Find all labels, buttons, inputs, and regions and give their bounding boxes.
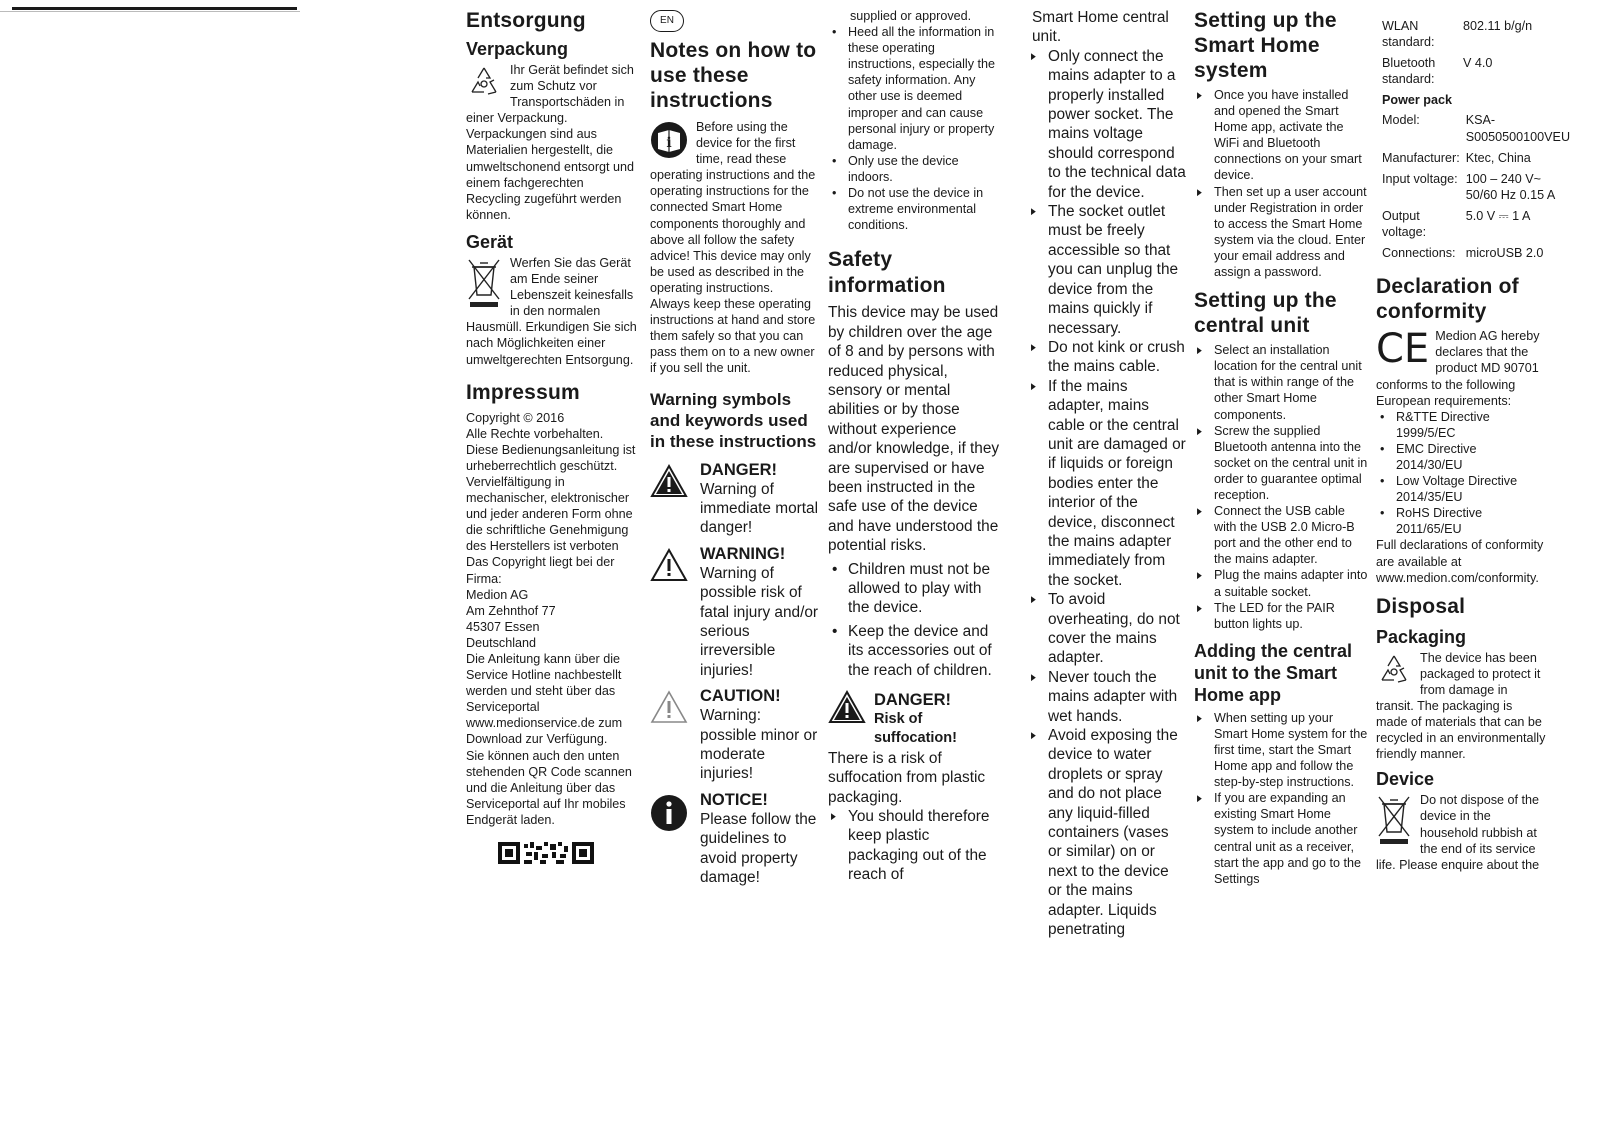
ce-mark: CE <box>1376 326 1430 373</box>
warning-text: Warning of immediate mortal danger! <box>700 480 819 537</box>
spec-key: Input voltage: <box>1382 171 1458 186</box>
safety-text: This device may be used by children over the age of 8 and by persons with reduced physical, sensory or mental abilities or by those without experience and/or knowledge, if they are supervised or have been instructed in the safe use of the device and have understood the potential risks. <box>828 304 1000 555</box>
warning-text: Warning of possible risk of fatal injury and/or serious irreversible injuries! <box>700 564 819 679</box>
list-item: ▶ Connect the USB cable with the USB 2.0 Micro-B port and the other end to the mains adapter. <box>1194 503 1370 567</box>
spec-value: microUSB 2.0 <box>1465 246 1544 261</box>
spec-key: Output voltage: <box>1382 208 1427 240</box>
list-item: ▶ Do not kink or crush the mains cable. <box>1028 338 1186 377</box>
warning-danger <box>650 460 820 538</box>
table-row <box>1382 55 1532 92</box>
list-item: • Low Voltage Directive 2014/35/EU <box>1376 473 1546 505</box>
qr-code[interactable] <box>498 842 638 864</box>
danger-icon <box>828 690 866 729</box>
warning-notice <box>650 790 820 888</box>
text-continuation: Smart Home central unit. <box>1032 9 1169 46</box>
spec-table-wireless <box>1382 18 1532 92</box>
list-item: ▶ The socket outlet must be freely accessible so that you can unplug the device from the mains quickly if necessary. <box>1028 202 1186 338</box>
warning-title: WARNING! <box>700 544 786 563</box>
spec-key: Manufacturer: <box>1382 150 1460 165</box>
list-item: ▶ Never touch the mains adapter with wet hands. <box>1028 668 1186 726</box>
warning-caution <box>650 686 820 784</box>
conformity-text: Medion AG hereby declares that the product MD 90701 conforms to the following European requirements: <box>1376 329 1540 408</box>
impressum-block <box>466 410 638 828</box>
crossed-bin-icon <box>1376 794 1412 850</box>
text-continuation: supplied or approved. <box>850 9 972 23</box>
column-specs <box>1376 8 1571 872</box>
warning-title: NOTICE! <box>700 790 768 809</box>
list-item: ▶ If you are expanding an existing Smart Home system to include another central unit as a receiver, start the app and go to the Settings <box>1194 790 1370 887</box>
impressum-line: Deutschland <box>466 635 537 650</box>
warning-icon <box>650 544 690 680</box>
heading-adding-central: Adding the central unit to the Smart Home app <box>1194 640 1353 705</box>
spec-value: 5.0 V ⎓ 1 A <box>1465 208 1531 223</box>
heading-packaging: Packaging <box>1376 626 1467 647</box>
impressum-line: Vervielfältigung in mechanischer, elektronischer und jeder anderen Form ohne die schriftliche Genehmigung des Herstellers ist verboten <box>466 474 633 554</box>
list-item: • Keep the device and its accessories out of the reach of children. <box>828 622 1000 680</box>
impressum-line: Am Zehnthof 77 <box>466 603 556 618</box>
warning-warning <box>650 544 820 680</box>
table-row <box>1382 171 1570 208</box>
heading-disposal: Disposal <box>1376 594 1466 618</box>
verpackung-text: Ihr Gerät befindet sich zum Schutz vor Transportschäden in einer Verpackung. Verpackungen sind aus Materialien hergestellt, die umweltschonend entsorgt und einem fachgerechten Recycling zugeführt werden können. <box>466 63 635 222</box>
list-item: ▶ The LED for the PAIR button lights up. <box>1194 600 1370 632</box>
spec-key: Connections: <box>1382 246 1456 261</box>
svg-text:i: i <box>666 135 672 151</box>
list-item: ▶ Select an installation location for the central unit that is within range of the other Smart Home components. <box>1194 342 1370 422</box>
spec-value: Ktec, China <box>1465 150 1531 165</box>
danger-subtitle: Risk of suffocation! <box>874 711 957 747</box>
danger-text: There is a risk of suffocation from plastic packaging. <box>828 749 986 806</box>
impressum-line: 45307 Essen <box>466 619 540 634</box>
column-safety <box>828 8 1000 884</box>
device-text: Do not dispose of the device in the household rubbish at the end of its service life. Please enquire about the <box>1376 793 1540 872</box>
spec-value: V 4.0 <box>1463 56 1493 71</box>
info-icon <box>650 790 690 888</box>
warning-title: CAUTION! <box>700 687 781 706</box>
usage-list <box>828 24 1000 233</box>
warning-title: DANGER! <box>700 460 777 479</box>
packaging-text: The device has been packaged to protect it from damage in transit. The packaging is made of materials that can be recycled in an environmentally friendly manner. <box>1376 650 1546 762</box>
danger-title: DANGER! <box>874 691 951 710</box>
impressum-line: Medion AG <box>466 587 529 602</box>
impressum-line: Diese Bedienungsanleitung ist urheberrechtlich geschützt. <box>466 442 636 473</box>
danger-list <box>828 807 1000 885</box>
list-item: ▶ To avoid overheating, do not cover the mains adapter. <box>1028 590 1186 668</box>
heading-device: Device <box>1376 769 1435 790</box>
adding-list <box>1194 710 1370 887</box>
column-setup <box>1194 8 1370 886</box>
spec-key: WLAN standard: <box>1382 19 1435 50</box>
crossed-bin-icon <box>466 257 502 313</box>
spec-table-power <box>1382 112 1570 266</box>
recycle-icon <box>466 64 502 104</box>
spec-key: Model: <box>1382 113 1420 128</box>
heading-setup-system: Setting up the Smart Home system <box>1194 9 1337 82</box>
recycle-icon <box>1376 652 1412 692</box>
warning-text: Warning: possible minor or moderate injuries! <box>700 707 818 783</box>
impressum-line: Die Anleitung kann über die Service Hotline nachbestellt werden und steht über das Serviceportal www.medionservice.de zum Download zur Verfügung. <box>466 652 623 747</box>
list-item: ▶ Only connect the mains adapter to a properly installed power socket. The mains voltage should correspond to the technical data for the device. <box>1028 47 1186 202</box>
geraet-text: Werfen Sie das Gerät am Ende seiner Lebenszeit keinesfalls in den normalen Hausmüll. Erkundigen Sie sich nach Möglichkeiten einer umweltgerechten Entsorgung. <box>466 255 637 367</box>
manual-info-icon <box>650 121 688 163</box>
table-row <box>1382 112 1570 149</box>
table-row <box>1382 150 1570 171</box>
list-item: ▶ If the mains adapter, mains cable or the central unit are damaged or if liquids or foreign bodies enter the interior of the device, disconnect the mains adapter immediately from the socket. <box>1028 377 1186 590</box>
impressum-line: Das Copyright liegt bei der Firma: <box>466 555 615 586</box>
heading-notes: Notes on how to use these instructions <box>650 39 817 112</box>
heading-impressum: Impressum <box>466 380 580 404</box>
heading-verpackung: Verpackung <box>466 39 569 59</box>
impressum-line: Copyright © 2016 <box>466 410 565 425</box>
directive-list <box>1376 409 1546 538</box>
list-item: • RoHS Directive 2011/65/EU <box>1376 505 1546 537</box>
table-row <box>1382 245 1570 266</box>
impressum-line: Sie können auch den unten stehenden QR Code scannen und die Anleitung über das Serviceportal auf Ihr mobiles Endgerät laden. <box>466 748 632 827</box>
warning-text: Please follow the guidelines to avoid property damage! <box>700 810 817 886</box>
notes-keep: Always keep these operating instructions at hand and store them safely so that you can pass them on to a new owner if you sell the unit. <box>650 297 816 376</box>
danger-icon <box>650 460 690 538</box>
spec-value: KSA-S0050500100VEU <box>1465 113 1571 144</box>
column-notes <box>650 8 820 886</box>
column-german <box>466 8 638 843</box>
heading-setup-central: Setting up the central unit <box>1194 289 1337 338</box>
setup-list <box>1194 87 1370 280</box>
heading-power-pack: Power pack <box>1382 93 1452 108</box>
heading-conformity: Declaration of conformity <box>1376 275 1519 324</box>
heading-entsorgung: Entsorgung <box>466 9 586 32</box>
heading-geraet: Gerät <box>466 231 514 252</box>
scan-artifact <box>12 7 297 10</box>
spec-value: 100 – 240 V~ 50/60 Hz 0.15 A <box>1465 171 1556 202</box>
notes-intro: Before using the device for the first time, read these operating instructions and the operating instructions for the connected Smart Home components thoroughly and above all follow the safety advice! This device may only be used as described in the operating instructions. <box>650 120 816 295</box>
list-item: ▶ Once you have installed and opened the Smart Home app, activate the WiFi and Bluetooth connections on your smart device. <box>1194 87 1370 184</box>
full-declaration-text: Full declarations of conformity are available at www.medion.com/conformity. <box>1376 538 1544 585</box>
list-item: • Do not use the device in extreme environmental conditions. <box>828 185 1000 233</box>
list-item: ▶ Avoid exposing the device to water droplets or spray and do not place any liquid-filled containers (vases or similar) on or next to the device or the mains adapter. Liquids penetrating <box>1028 726 1186 939</box>
language-badge: EN <box>650 10 684 32</box>
impressum-line: Alle Rechte vorbehalten. <box>466 426 604 441</box>
safety-list <box>828 560 1000 680</box>
heading-safety: Safety information <box>828 248 946 298</box>
caution-icon <box>650 686 690 784</box>
list-item: • Heed all the information in these operating instructions, especially the safety information. Any other use is deemed improper and can cause personal injury or property damage. <box>828 24 1000 153</box>
spec-value: 802.11 b/g/n <box>1463 19 1533 33</box>
safety-arrow-list <box>1028 47 1186 940</box>
list-item: ▶ Then set up a user account under Registration in order to access the Smart Home system via the cloud. Enter your email address and assign a password. <box>1194 184 1370 281</box>
list-item: • EMC Directive 2014/30/EU <box>1376 441 1546 473</box>
list-item: ▶ Plug the mains adapter into a suitable socket. <box>1194 567 1370 599</box>
list-item: • Only use the device indoors. <box>828 153 1000 185</box>
heading-warning-symbols: Warning symbols and keywords used in these instructions <box>650 389 817 451</box>
column-safety-cont <box>1028 8 1186 939</box>
list-item: ▶ When setting up your Smart Home system for the first time, start the Smart Home app and follow the step-by-step instructions. <box>1194 710 1370 790</box>
central-list <box>1194 342 1370 632</box>
scan-artifact <box>0 11 300 12</box>
table-row <box>1382 208 1570 245</box>
list-item: • R&TTE Directive 1999/5/EC <box>1376 409 1546 441</box>
list-item: ▶ Screw the supplied Bluetooth antenna into the socket on the central unit in order to guarantee optimal reception. <box>1194 423 1370 503</box>
list-item: • Children must not be allowed to play with the device. <box>828 560 1000 618</box>
list-item: ▶ You should therefore keep plastic packaging out of the reach of <box>828 807 1000 885</box>
table-row <box>1382 18 1532 55</box>
spec-key: Bluetooth standard: <box>1382 56 1436 87</box>
